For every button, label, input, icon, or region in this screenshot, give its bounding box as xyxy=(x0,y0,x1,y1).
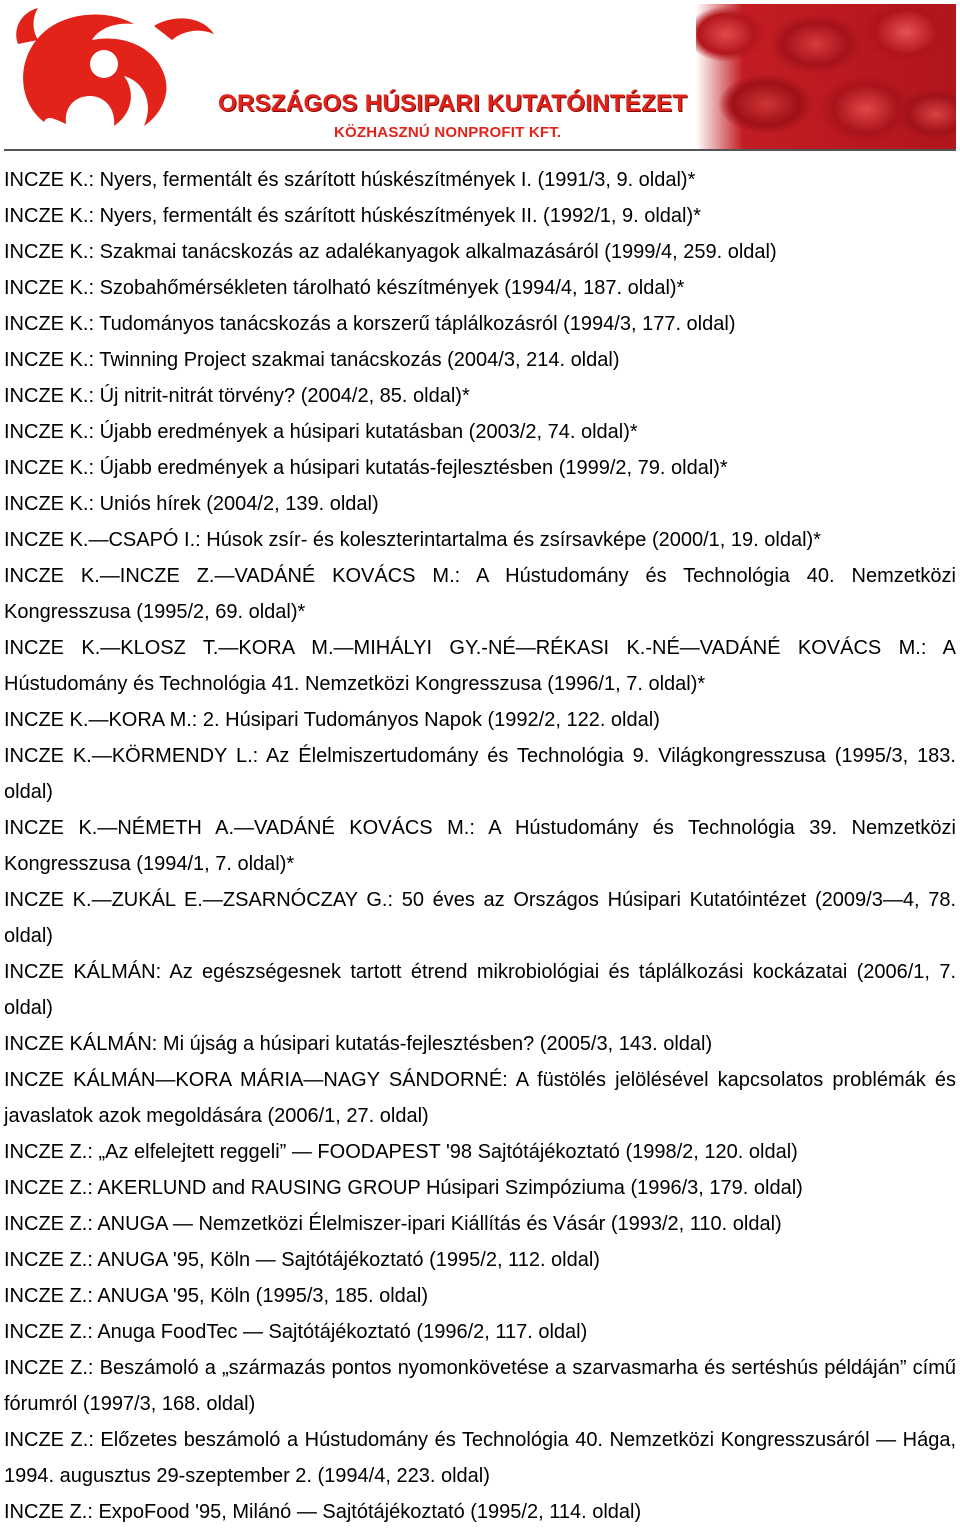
list-item: INCZE Z.: Előzetes beszámoló a Hústudomány és Technológia 40. Nemzetközi Kongresszusáról — Hága, 1994. augusztus 29-szeptember 2. (1994/4, 223. oldal) xyxy=(4,1429,956,1487)
list-item: INCZE Z.: ANUGA — Nemzetközi Élelmiszer-ipari Kiállítás és Vásár (1993/2, 110. oldal) xyxy=(4,1213,782,1235)
list-item: INCZE KÁLMÁN: Az egészségesnek tartott étrend mikrobiológiai és táplálkozási kockázatai (2006/1, 7. oldal) xyxy=(4,961,956,1019)
list-item: INCZE K.: Nyers, fermentált és szárított húskészítmények II. (1992/1, 9. oldal)* xyxy=(4,205,701,227)
list-item: INCZE K.—KÖRMENDY L.: Az Élelmiszertudomány és Technológia 9. Világkongresszusa (1995/3, 183. oldal) xyxy=(4,745,956,803)
list-item: INCZE KÁLMÁN—KORA MÁRIA—NAGY SÁNDORNÉ: A füstölés jelölésével kapcsolatos problémák és javaslatok azok megoldására (2006/1, 27. oldal) xyxy=(4,1069,956,1127)
list-item: INCZE K.—INCZE Z.—VADÁNÉ KOVÁCS M.: A Hústudomány és Technológia 40. Nemzetközi Kongresszusa (1995/2, 69. oldal)* xyxy=(4,565,956,623)
list-item: INCZE K.: Újabb eredmények a húsipari kutatásban (2003/2, 74. oldal)* xyxy=(4,421,638,443)
list-item: INCZE K.—CSAPÓ I.: Húsok zsír- és koleszterintartalma és zsírsavképe (2000/1, 19. oldal)* xyxy=(4,529,821,551)
institute-title: ORSZÁGOS HÚSIPARI KUTATÓINTÉZET xyxy=(218,90,688,117)
header-banner xyxy=(4,4,956,151)
list-item: INCZE K.—KLOSZ T.—KORA M.—MIHÁLYI GY.-NÉ—RÉKASI K.-NÉ—VADÁNÉ KOVÁCS M.: A Hústudomány és Technológia 41. Nemzetközi Kongresszusa (1996/1, 7. oldal)* xyxy=(4,637,956,695)
list-item: INCZE Z.: ExpoFood '95, Milánó — Sajtótájékoztató (1995/2, 114. oldal) xyxy=(4,1501,642,1523)
list-item: INCZE K.: Tudományos tanácskozás a korszerű táplálkozásról (1994/3, 177. oldal) xyxy=(4,313,736,335)
list-item: INCZE K.: Újabb eredmények a húsipari kutatás-fejlesztésben (1999/2, 79. oldal)* xyxy=(4,457,728,479)
list-item: INCZE K.: Uniós hírek (2004/2, 139. oldal) xyxy=(4,493,379,515)
meat-photo xyxy=(696,4,956,149)
list-item: INCZE K.—ZUKÁL E.—ZSARNÓCZAY G.: 50 éves az Országos Húsipari Kutatóintézet (2009/3—4, 78. oldal) xyxy=(4,889,956,947)
list-item: INCZE Z.: Beszámoló a „származás pontos nyomonkövetése a szarvasmarha és sertéshús példáján” című fórumról (1997/3, 168. oldal) xyxy=(4,1357,956,1415)
list-item: INCZE Z.: „Az elfelejtett reggeli” — FOODAPEST '98 Sajtótájékoztató (1998/2, 120. oldal) xyxy=(4,1141,798,1163)
list-item: INCZE Z.: ANUGA '95, Köln — Sajtótájékoztató (1995/2, 112. oldal) xyxy=(4,1249,600,1271)
list-item: INCZE Z.: ANUGA '95, Köln (1995/3, 185. oldal) xyxy=(4,1285,429,1307)
list-item: INCZE K.: Twinning Project szakmai tanácskozás (2004/3, 214. oldal) xyxy=(4,349,620,371)
institute-subtitle: KÖZHASZNÚ NONPROFIT KFT. xyxy=(334,124,562,141)
list-item: INCZE K.: Új nitrit-nitrát törvény? (2004/2, 85. oldal)* xyxy=(4,385,470,407)
list-item: INCZE K.—KORA M.: 2. Húsipari Tudományos Napok (1992/2, 122. oldal) xyxy=(4,709,660,731)
list-item: INCZE K.—NÉMETH A.—VADÁNÉ KOVÁCS M.: A Hústudomány és Technológia 39. Nemzetközi Kongresszusa (1994/1, 7. oldal)* xyxy=(4,817,956,875)
list-item: INCZE K.: Nyers, fermentált és szárított húskészítmények I. (1991/3, 9. oldal)* xyxy=(4,169,696,191)
bull-horns-logo-icon xyxy=(4,4,219,149)
list-item: INCZE K.: Szakmai tanácskozás az adalékanyagok alkalmazásáról (1999/4, 259. oldal) xyxy=(4,241,777,263)
list-item: INCZE KÁLMÁN: Mi újság a húsipari kutatás-fejlesztésben? (2005/3, 143. oldal) xyxy=(4,1033,713,1055)
list-item: INCZE K.: Szobahőmérsékleten tárolható készítmények (1994/4, 187. oldal)* xyxy=(4,277,685,299)
list-item: INCZE Z.: AKERLUND and RAUSING GROUP Húsipari Szimpóziuma (1996/3, 179. oldal) xyxy=(4,1177,803,1199)
list-item: INCZE Z.: Anuga FoodTec — Sajtótájékoztató (1996/2, 117. oldal) xyxy=(4,1321,588,1343)
bibliography-list xyxy=(4,162,956,1530)
